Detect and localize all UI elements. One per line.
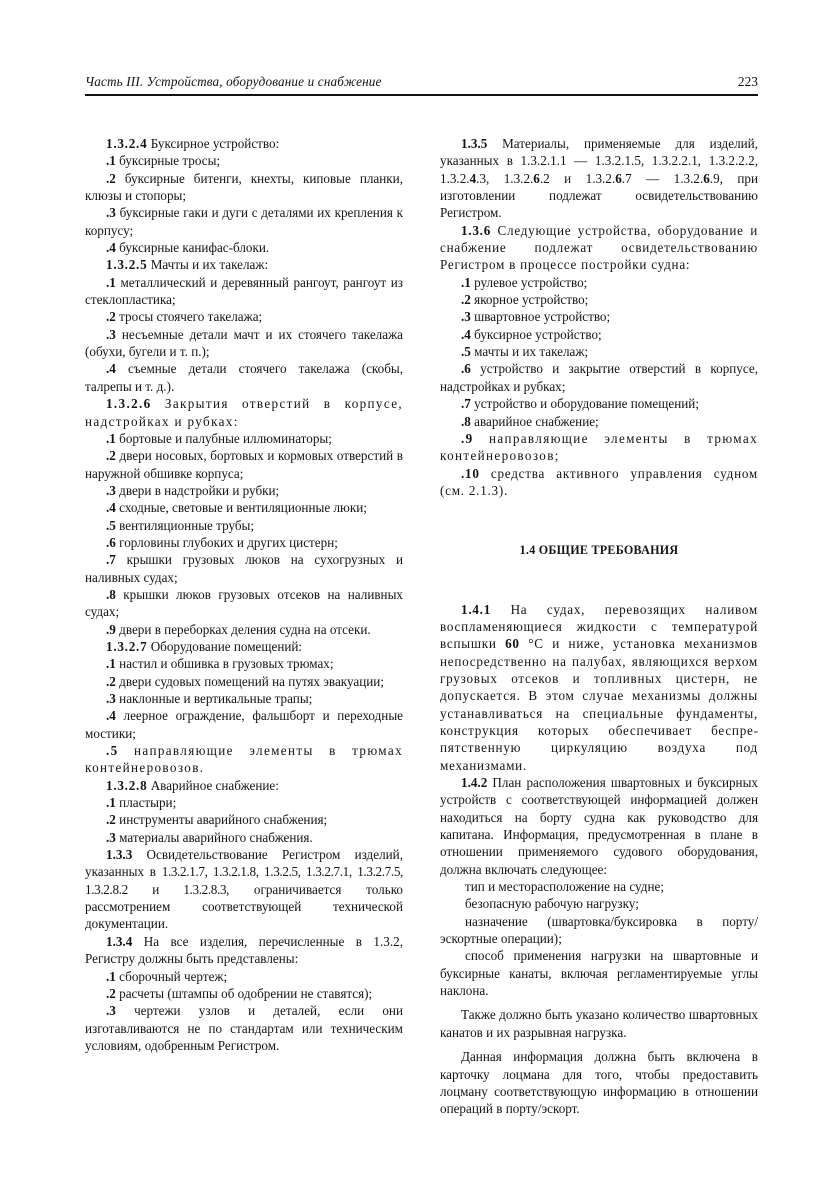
item-number: .1	[461, 274, 471, 290]
clause-references: 1.3.2.1.7, 1.3.2.1.8, 1.3.2.5, 1.3.2.7.1, 1.3.2.7.5, 1.3.2.8.2 и 1.3.2.8.3,	[85, 864, 403, 897]
item-number: .1	[106, 153, 116, 169]
item-text: устройство и оборудование помещений;	[474, 396, 699, 412]
list-item	[85, 274, 403, 309]
item-text: металлический и деревянный рангоут, рангоут из стеклопластика;	[85, 274, 403, 308]
list-item	[440, 343, 758, 360]
item-number: .3	[106, 829, 116, 845]
item-text: расчеты (штампы об одобрении не ставятся);	[119, 985, 373, 1001]
item-text: двери в надстройки и рубки;	[119, 482, 280, 498]
clause-references: .2 и 1.3.2.	[539, 170, 616, 186]
reference-emphasis: 4	[469, 170, 477, 186]
item-number: .7	[106, 552, 116, 568]
clause-references: .9,	[709, 170, 723, 186]
list-item	[85, 707, 403, 742]
list-item	[440, 395, 758, 412]
item-text: средства активного управления судном (см. 2.1.3).	[440, 465, 758, 498]
item-text: крышки грузовых люков на сухогрузных и наливных судах;	[85, 552, 403, 585]
clause-text: Оборудование помещений:	[150, 638, 303, 654]
list-item	[440, 430, 758, 465]
clause-1-3-2-6	[85, 395, 403, 430]
item-text: наклонные и вертикальные трапы;	[119, 691, 313, 706]
section-title-1-4: 1.4 ОБЩИЕ ТРЕБОВАНИЯ	[519, 543, 679, 558]
list-item	[85, 985, 403, 1002]
item-text: крышки люков грузовых отсеков на наливных судах;	[85, 586, 403, 620]
item-number: .2	[106, 812, 116, 828]
item-number: .5	[461, 344, 471, 360]
item-number: .4	[461, 326, 471, 342]
item-number: .1	[106, 274, 116, 290]
list-item	[85, 170, 403, 205]
list-item	[85, 447, 403, 482]
running-head-title: Часть III. Устройства, оборудование и снабжение	[85, 74, 382, 89]
item-text: устройство и закрытие отверстий в корпусе, надстройках и рубках;	[440, 361, 758, 394]
item-number: .1	[106, 656, 116, 672]
item-number: .2	[106, 673, 116, 689]
clause-number: 1.3.2.5	[106, 257, 148, 273]
item-number: .6	[106, 534, 116, 550]
item-number: .6	[461, 361, 471, 377]
clause-1-3-2-7	[85, 638, 403, 655]
clause-text: Буксирное устройство:	[150, 136, 280, 151]
page-number: 223	[737, 74, 758, 89]
item-text: буксирное устройство;	[474, 326, 602, 342]
item-number: .5	[106, 517, 116, 533]
item-number: .4	[106, 708, 116, 724]
clause-text-tail: ограничивается только рассмотрением соответствующей технической документации.	[85, 881, 403, 932]
closing-paragraph: Также должно быть указано количество швартовных канатов и их разрывная нагрузка.	[440, 1007, 758, 1040]
list-item	[85, 655, 403, 672]
list-item	[85, 152, 403, 169]
clause-text-part1: На судах, перевозящих наливом воспламеняющиеся жидкости с температурой вспышки	[440, 601, 758, 652]
item-text: якорное устройство;	[474, 292, 589, 308]
list-item	[85, 1002, 403, 1054]
item-number: .1	[106, 430, 116, 446]
clause-1-3-2-5	[85, 256, 403, 273]
list-item	[440, 308, 758, 325]
clause-number: 1.3.6	[461, 222, 492, 238]
list-item	[85, 794, 403, 811]
list-item	[85, 326, 403, 361]
clause-text: Аварийное снабжение:	[150, 777, 279, 793]
item-text: мачты и их такелаж;	[474, 344, 589, 360]
running-head	[85, 74, 758, 90]
item-number: .2	[106, 170, 116, 186]
item-number: .2	[106, 309, 116, 325]
item-number: .9	[106, 621, 116, 637]
list-item	[85, 308, 403, 325]
clause-references: 1.3.2.1.1 — 1.3.2.1.5, 1.3.2.2.1, 1.3.2.2.2, 1.3.2.	[440, 153, 758, 186]
list-item	[440, 291, 758, 308]
list-item	[85, 621, 403, 638]
clause-number: 1.3.3	[106, 847, 133, 863]
list-item	[85, 829, 403, 846]
item-text: несъемные детали мачт и их стоячего такелажа (обухи, бугели и т. п.);	[85, 326, 403, 360]
item-number: .10	[461, 465, 480, 481]
item-text: направляющие элементы в трюмах контейнеровозов;	[440, 430, 758, 464]
header-rule	[85, 94, 758, 96]
clause-text: План расположения швартовных и буксирных устройств с соответствующей информацией должен находиться на борту судна как руководство для капитана. Информация, предусмотренная в плане в отношении применяемого судового оборудования, должна включать следующее:	[440, 775, 758, 877]
list-item	[85, 430, 403, 447]
clause-1-3-2-8	[85, 777, 403, 794]
item-text: настил и обшивка в грузовых трюмах;	[119, 656, 334, 672]
list-item	[85, 360, 403, 395]
clause-number: 1.3.2.7	[106, 638, 148, 654]
list-item	[85, 534, 403, 551]
clause-1-4-1	[440, 601, 758, 774]
item-text: буксирные гаки и дуги с деталями их крепления к корпусу;	[85, 205, 403, 238]
item-text: леерное ограждение, фальшборт и переходные мостики;	[85, 708, 403, 741]
clause-number: 1.3.2.4	[106, 136, 148, 151]
item-text: инструменты аварийного снабжения;	[119, 812, 328, 828]
list-item: безопасную рабочую нагрузку;	[465, 896, 639, 912]
item-text: материалы аварийного снабжения.	[119, 829, 313, 845]
list-item	[85, 811, 403, 828]
item-number: .4	[106, 240, 116, 256]
item-text: тросы стоячего такелажа;	[119, 309, 263, 325]
list-item	[85, 690, 403, 707]
item-text: сборочный чертеж;	[119, 968, 228, 984]
item-text: буксирные тросы;	[119, 153, 221, 169]
clause-text-part2: и ниже, установка механизмов непосредственно на палубах, являющихся верхом грузовых отсеков и топливных цистерн, не допускается. В этом случае механизмы должны устанавливаться на специальные фундаменты, конструкция которых обеспечивает беспрепятственную циркуляцию воздуха под механизмами.	[440, 636, 758, 773]
item-number: .4	[106, 500, 116, 516]
item-number: .8	[106, 586, 116, 602]
item-text: двери носовых, бортовых и кормовых отверстий в наружной обшивке корпуса;	[85, 448, 403, 481]
item-text: двери в переборках деления судна на отсеки.	[119, 621, 371, 637]
list-item	[85, 551, 403, 586]
reference-emphasis: 6	[533, 170, 540, 186]
list-item	[85, 586, 403, 621]
item-text: пластыри;	[119, 795, 177, 811]
temperature-value: 60	[505, 636, 520, 652]
item-number: .9	[461, 430, 474, 446]
reference-emphasis: 6	[615, 170, 622, 186]
item-number: .2	[106, 985, 116, 1001]
list-item	[85, 499, 403, 516]
clause-text-lead: Материалы, применяемые для изделий, указанных в	[440, 136, 758, 169]
list-item: способ применения нагрузки на швартовные и буксирные канаты, включая регламентируемые углы наклона.	[440, 948, 758, 999]
list-item	[440, 413, 758, 430]
item-number: .2	[461, 292, 471, 308]
clause-number: 1.3.5	[461, 136, 488, 151]
closing-paragraph: Данная информация должна быть включена в карточку лоцмана для того, чтобы предоставить лоцману соответствующую информацию в отношении операций в порту/эскорт.	[440, 1049, 758, 1117]
list-item	[85, 742, 403, 777]
item-number: .5	[106, 743, 119, 759]
clause-number: 1.3.2.6	[106, 396, 152, 412]
clause-1-3-4	[85, 933, 403, 968]
item-text: бортовые и палубные иллюминаторы;	[119, 430, 332, 446]
item-text: аварийное снабжение;	[474, 413, 599, 429]
item-text: рулевое устройство;	[474, 274, 588, 290]
list-item	[440, 360, 758, 395]
item-text: направляющие элементы в трюмах контейнеровозов.	[85, 743, 403, 776]
right-column	[440, 135, 758, 1118]
item-number: .3	[461, 309, 471, 325]
item-number: .3	[106, 691, 116, 706]
clause-1-3-2-4	[85, 135, 403, 152]
list-item: назначение (швартовка/буксировка в порту/ эскортные операции);	[440, 913, 758, 947]
item-text: чертежи узлов и деталей, если они изготавливаются не по стандартам или техническим условиям, одобренным Регистром.	[85, 1003, 403, 1053]
item-number: .4	[106, 361, 116, 377]
item-number: .8	[461, 413, 471, 429]
clause-references: .3, 1.3.2.	[476, 170, 534, 186]
item-text: швартовное устройство;	[474, 309, 611, 325]
item-number: .3	[106, 1003, 116, 1019]
item-number: .3	[106, 205, 116, 221]
item-number: .7	[461, 396, 471, 412]
item-text: вентиляционные трубы;	[119, 517, 255, 533]
clause-number: 1.3.4	[106, 933, 133, 949]
clause-1-3-5	[440, 135, 758, 222]
clause-1-4-2	[440, 774, 758, 878]
list-item	[85, 239, 403, 256]
item-text: буксирные канифас-блоки.	[119, 240, 270, 256]
list-item	[85, 517, 403, 534]
list-item: тип и месторасположение на судне;	[465, 879, 664, 895]
list-item	[440, 326, 758, 343]
body-columns	[85, 135, 758, 1118]
clause-references: .7 — 1.3.2.	[621, 170, 704, 186]
clause-1-3-3	[85, 846, 403, 933]
clause-text-lead: Освидетельствование Регистром изделий, указанных в	[85, 847, 403, 880]
clause-text: Следующие устройства, оборудование и снабжение подлежат освидетельствованию Регистром в процессе постройки судна:	[440, 222, 758, 273]
clause-text: Мачты и их такелаж:	[150, 257, 269, 273]
item-number: .1	[106, 795, 116, 811]
list-item	[85, 968, 403, 985]
item-text: двери судовых помещений на путях эвакуации;	[119, 673, 384, 689]
item-text: буксирные битенги, кнехты, киповые планки, клюзы и стопоры;	[85, 170, 403, 204]
list-item	[440, 465, 758, 500]
item-number: .3	[106, 482, 116, 498]
clause-number: 1.3.2.8	[106, 777, 148, 793]
item-text: горловины глубоких и других цистерн;	[119, 534, 338, 550]
degree-symbol: °C	[528, 636, 544, 652]
clause-text: Закрытия отверстий в корпусе, надстройках и рубках:	[85, 396, 404, 429]
left-column	[85, 135, 403, 1118]
item-number: .2	[106, 448, 116, 464]
list-item	[85, 482, 403, 499]
clause-number: 1.4.2	[461, 775, 488, 790]
list-item	[85, 673, 403, 690]
list-item	[85, 204, 403, 239]
item-text: съемные детали стоячего такелажа (скобы, талрепы и т. д.).	[85, 361, 403, 394]
reference-emphasis: 6	[703, 170, 710, 186]
clause-1-3-6	[440, 222, 758, 274]
item-number: .1	[106, 968, 116, 984]
clause-number: 1.4.1	[461, 601, 492, 617]
list-item	[440, 274, 758, 291]
item-number: .3	[106, 326, 116, 342]
item-text: сходные, световые и вентиляционные люки;	[119, 500, 367, 516]
clause-text: На все изделия, перечисленные в 1.3.2, Регистру должны быть представлены:	[85, 933, 403, 967]
clause-text-tail: при изготовлении подлежат освидетельствованию Регистром.	[440, 170, 759, 221]
